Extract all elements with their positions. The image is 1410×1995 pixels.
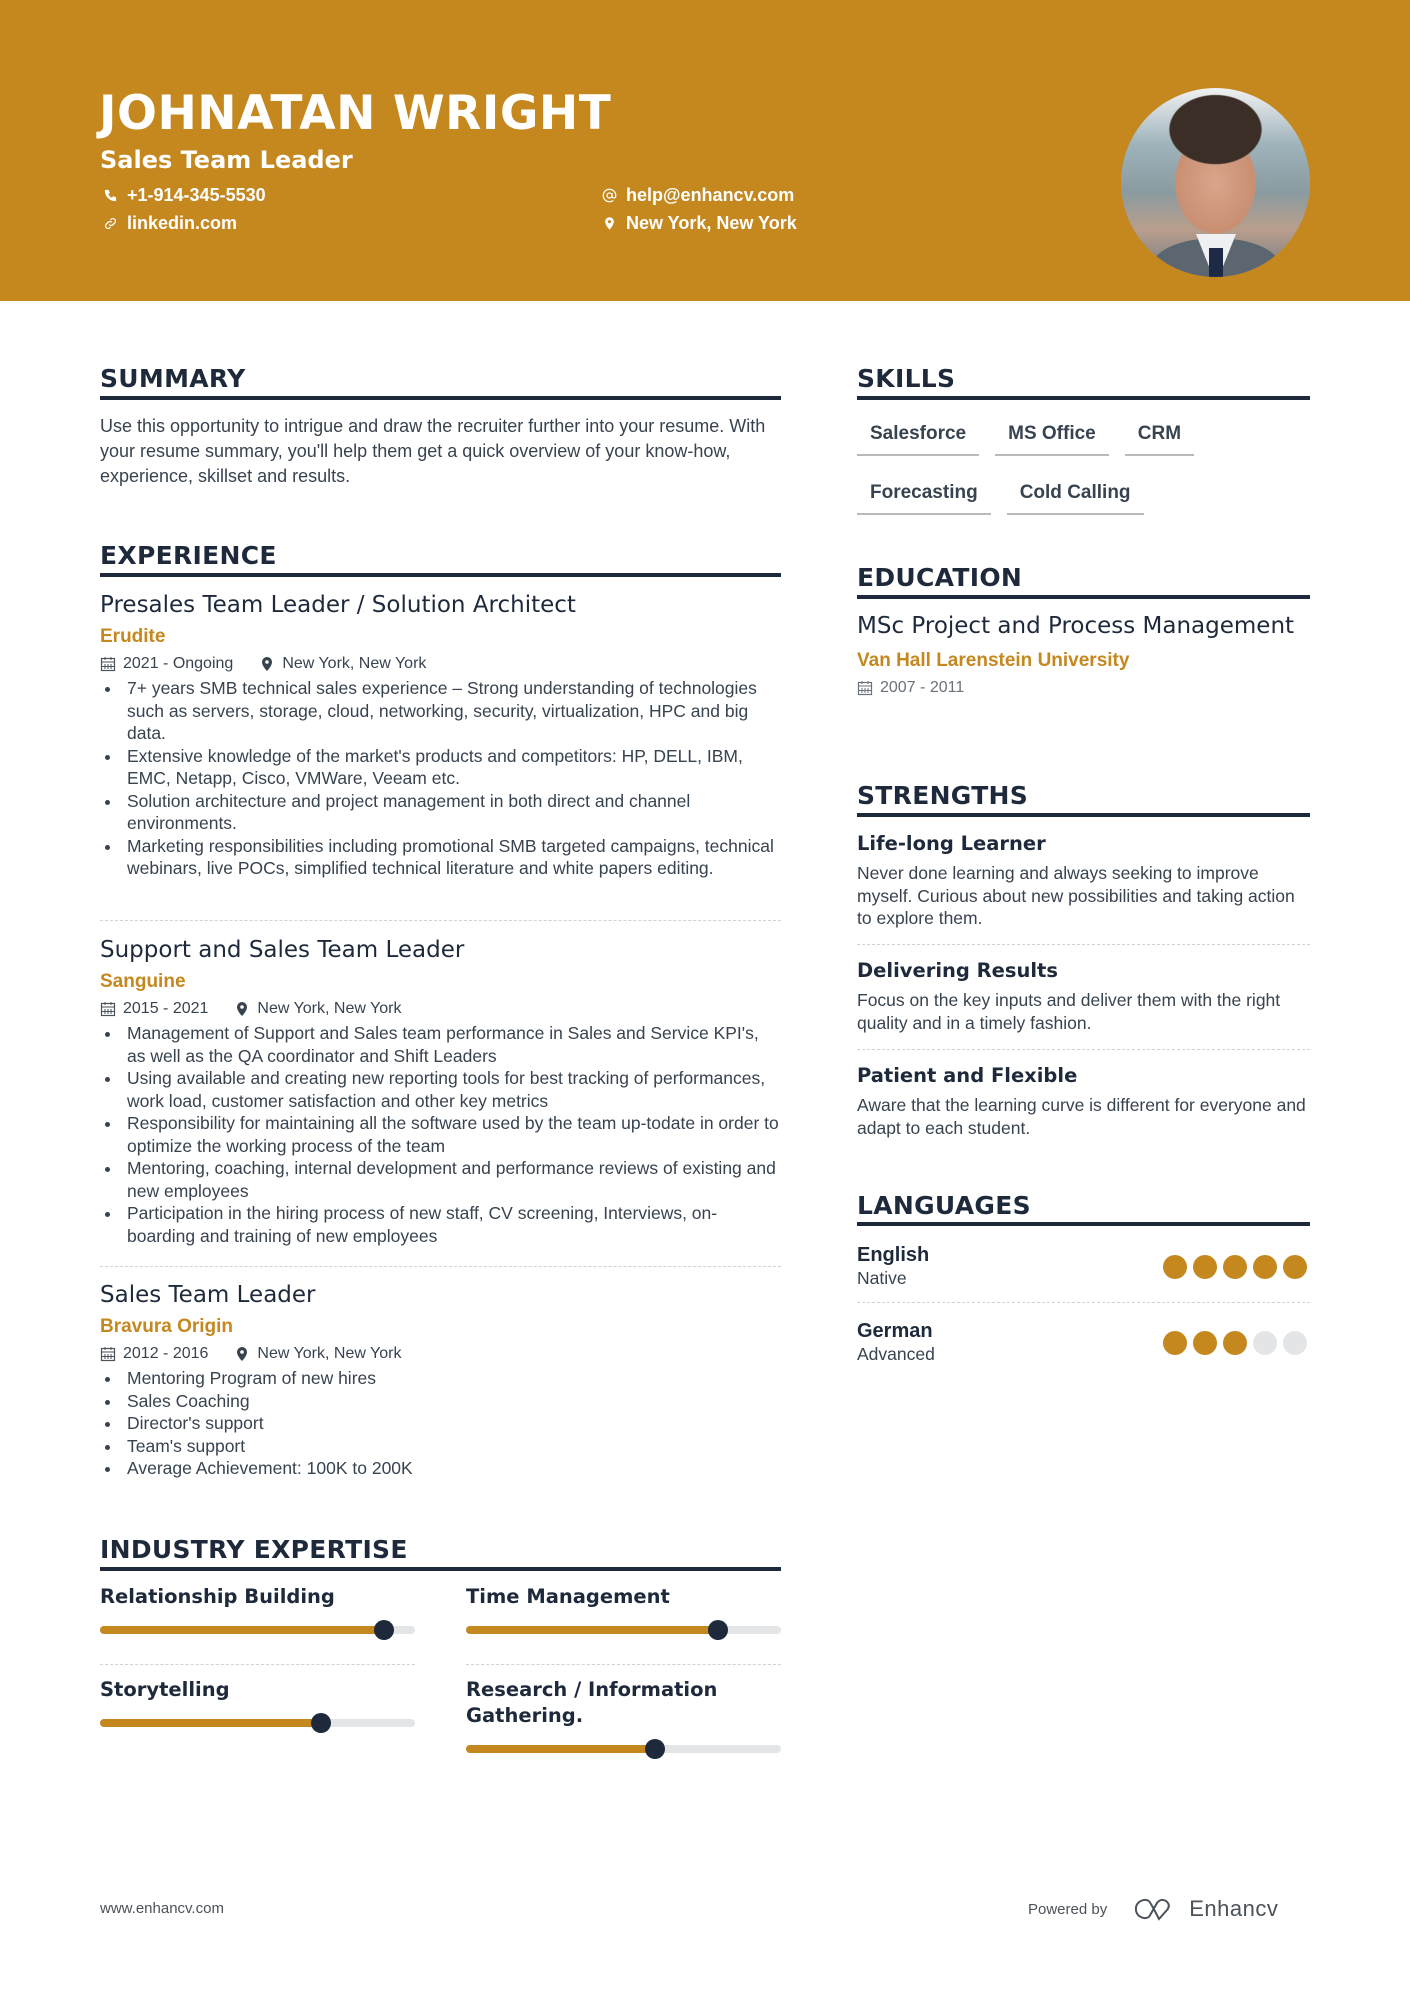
contact-phone[interactable] [100, 184, 266, 206]
strength-title: Life-long Learner [857, 832, 1046, 855]
slider-fill [466, 1745, 655, 1753]
footer-website-link[interactable]: www.enhancv.com [100, 1900, 224, 1917]
experience-divider [100, 573, 781, 577]
skills-heading: SKILLS [857, 364, 956, 393]
job-separator [100, 920, 781, 921]
job-bullets [100, 1367, 781, 1480]
enhancv-logo-icon [1133, 1897, 1179, 1921]
strength-desc: Aware that the learning curve is different for everyone and adapt to each student. [857, 1095, 1306, 1138]
expertise-label: Research / Information Gathering. [466, 1678, 718, 1727]
job-location: New York, New York [257, 1000, 402, 1017]
experience-heading: EXPERIENCE [100, 541, 277, 570]
job-meta [100, 999, 781, 1019]
bullet-item: Sales Coaching [100, 1390, 781, 1413]
summary-text: Use this opportunity to intrigue and draw the recruiter further into your resume. With your resume summary, you'll help them get a quick overview of your know-how, experience, skillset and results. [100, 416, 766, 486]
rating-dot-filled [1283, 1255, 1307, 1279]
language-separator [857, 1302, 1310, 1303]
strength-item [857, 1063, 1310, 1139]
job-title: Presales Team Leader / Solution Architect [100, 592, 576, 618]
expertise-label: Relationship Building [100, 1585, 335, 1608]
enhancv-logo [1133, 1896, 1278, 1922]
education-heading: EDUCATION [857, 563, 1023, 592]
skill-tag: MS Office [995, 414, 1109, 456]
skill-tag: Salesforce [857, 414, 979, 456]
job-bullets [100, 1022, 781, 1247]
expertise-label: Storytelling [100, 1678, 230, 1701]
rating-dot-filled [1193, 1255, 1217, 1279]
job-entry [100, 590, 781, 880]
brand-name: Enhancv [1189, 1896, 1279, 1921]
expertise-slider [466, 1745, 781, 1753]
profile-photo [1121, 88, 1310, 277]
rating-dot-filled [1163, 1255, 1187, 1279]
header-banner [0, 0, 1410, 301]
expertise-slider [100, 1626, 415, 1634]
job-meta [100, 654, 781, 674]
calendar-icon [100, 656, 116, 672]
strength-desc: Focus on the key inputs and deliver them with the right quality and in a timely fashion. [857, 990, 1281, 1033]
calendar-icon [100, 1346, 116, 1362]
expertise-item [466, 1584, 781, 1634]
bullet-item: Director's support [100, 1412, 781, 1435]
bullet-item: Team's support [100, 1435, 781, 1458]
degree-title: MSc Project and Process Management [857, 613, 1295, 639]
strength-separator [857, 944, 1310, 945]
summary-heading: SUMMARY [100, 364, 246, 393]
rating-dot-filled [1223, 1255, 1247, 1279]
strength-title: Delivering Results [857, 959, 1058, 982]
expertise-heading: INDUSTRY EXPERTISE [100, 1535, 408, 1564]
linkedin-text: linkedin.com [127, 213, 238, 233]
rating-dot-filled [1253, 1255, 1277, 1279]
company-name: Erudite [100, 626, 166, 647]
language-name: English [857, 1244, 930, 1266]
expertise-separator [100, 1664, 415, 1665]
language-level: Advanced [857, 1344, 935, 1364]
education-dates: 2007 - 2011 [880, 679, 965, 696]
bullet-item: Participation in the hiring process of new staff, CV screening, Interviews, on-boarding and training of new employees [100, 1202, 781, 1247]
map-pin-icon [259, 656, 275, 672]
expertise-slider [100, 1719, 415, 1727]
map-pin-icon [599, 213, 619, 233]
calendar-icon [100, 1001, 116, 1017]
rating-dot-filled [1223, 1331, 1247, 1355]
skills-divider [857, 396, 1310, 400]
job-dates: 2021 - Ongoing [123, 655, 234, 672]
strength-item [857, 958, 1310, 1034]
slider-fill [100, 1626, 384, 1634]
bullet-item: Management of Support and Sales team performance in Sales and Service KPI's, as well as the QA coordinator and Shift Leaders [100, 1022, 781, 1067]
strength-title: Patient and Flexible [857, 1064, 1078, 1087]
photo-tie [1209, 248, 1223, 277]
strength-item [857, 831, 1310, 930]
location-text: New York, New York [626, 213, 797, 233]
contact-linkedin[interactable] [100, 212, 237, 234]
summary-divider [100, 396, 781, 400]
candidate-title: Sales Team Leader [100, 146, 353, 174]
job-title: Support and Sales Team Leader [100, 937, 465, 963]
map-pin-icon [234, 1346, 250, 1362]
bullet-item: Average Achievement: 100K to 200K [100, 1457, 781, 1480]
job-entry [100, 935, 781, 1247]
job-title: Sales Team Leader [100, 1282, 316, 1308]
expertise-item [100, 1677, 415, 1727]
rating-dot-empty [1253, 1331, 1277, 1355]
slider-knob [645, 1739, 665, 1759]
company-name: Bravura Origin [100, 1316, 234, 1337]
language-level: Native [857, 1268, 907, 1288]
rating-dot-filled [1193, 1331, 1217, 1355]
language-rating [1163, 1255, 1307, 1279]
language-item [857, 1243, 1310, 1293]
link-icon [100, 213, 120, 233]
languages-heading: LANGUAGES [857, 1191, 1031, 1220]
job-location: New York, New York [257, 1345, 402, 1362]
rating-dot-empty [1283, 1331, 1307, 1355]
candidate-name: JOHNATAN WRIGHT [99, 86, 612, 141]
languages-divider [857, 1222, 1310, 1226]
calendar-icon [857, 680, 873, 696]
slider-fill [100, 1719, 321, 1727]
bullet-item: Marketing responsibilities including promotional SMB targeted campaigns, technical webinars, live POCs, simplified technical literature and white papers editing. [100, 835, 781, 880]
rating-dot-filled [1163, 1331, 1187, 1355]
job-location: New York, New York [282, 655, 427, 672]
strengths-heading: STRENGTHS [857, 781, 1029, 810]
contact-email[interactable] [599, 184, 794, 206]
skills-list [857, 414, 1310, 515]
language-item [857, 1319, 1310, 1369]
job-dates: 2012 - 2016 [123, 1345, 209, 1362]
bullet-item: Using available and creating new reporting tools for best tracking of performances, work load, customer satisfaction and other key metrics [100, 1067, 781, 1112]
bullet-item: Solution architecture and project management in both direct and channel environments. [100, 790, 781, 835]
company-name: Sanguine [100, 971, 186, 992]
job-entry [100, 1280, 781, 1480]
strengths-divider [857, 813, 1310, 817]
expertise-label: Time Management [466, 1585, 670, 1608]
expertise-item [100, 1584, 415, 1634]
at-icon [599, 185, 619, 205]
education-entry [857, 611, 1310, 698]
footer-branding[interactable] [1028, 1896, 1278, 1922]
slider-knob [311, 1713, 331, 1733]
bullet-item: Responsibility for maintaining all the software used by the team up-todate in order to optimize the working process of the team [100, 1112, 781, 1157]
slider-knob [374, 1620, 394, 1640]
bullet-item: Extensive knowledge of the market's products and competitors: HP, DELL, IBM, EMC, Netapp, Cisco, VMWare, Veeam etc. [100, 745, 781, 790]
skill-tag: Cold Calling [1007, 473, 1144, 515]
strength-separator [857, 1049, 1310, 1050]
school-name: Van Hall Larenstein University [857, 650, 1130, 671]
bullet-item: 7+ years SMB technical sales experience – Strong understanding of technologies such as servers, storage, cloud, networking, security, virtualization, HPC and big data. [100, 677, 781, 745]
strength-desc: Never done learning and always seeking to improve myself. Curious about new possibilities and taking action to explore them. [857, 863, 1295, 928]
job-bullets [100, 677, 781, 880]
slider-knob [708, 1620, 728, 1640]
bullet-item: Mentoring Program of new hires [100, 1367, 781, 1390]
phone-icon [100, 185, 120, 205]
contact-location [599, 212, 797, 234]
language-name: German [857, 1320, 933, 1342]
expertise-item [466, 1677, 781, 1753]
skill-tag: Forecasting [857, 473, 991, 515]
education-meta [857, 678, 1310, 698]
skill-tag: CRM [1125, 414, 1194, 456]
language-rating [1163, 1331, 1307, 1355]
expertise-divider [100, 1567, 781, 1571]
job-meta [100, 1344, 781, 1364]
map-pin-icon [234, 1001, 250, 1017]
expertise-slider [466, 1626, 781, 1634]
bullet-item: Mentoring, coaching, internal development and performance reviews of existing and new employees [100, 1157, 781, 1202]
job-dates: 2015 - 2021 [123, 1000, 209, 1017]
job-separator [100, 1266, 781, 1267]
powered-by-label: Powered by [1028, 1900, 1108, 1918]
email-text: help@enhancv.com [626, 185, 795, 205]
phone-text: +1-914-345-5530 [127, 185, 266, 205]
slider-fill [466, 1626, 718, 1634]
education-divider [857, 595, 1310, 599]
expertise-separator [466, 1664, 781, 1665]
